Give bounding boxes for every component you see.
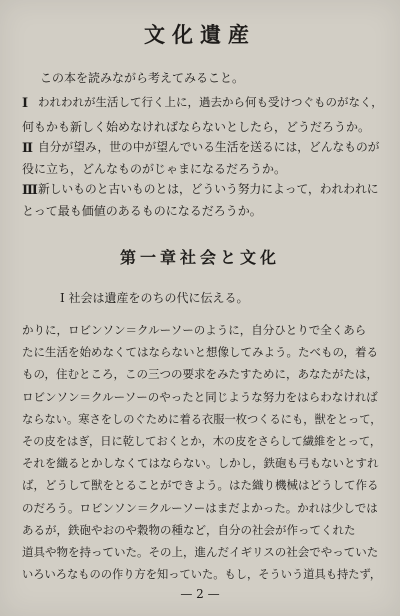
question-3-line-2: とって最も価値のあるものになるだろうか。 xyxy=(22,204,262,218)
page-number: — 2 — xyxy=(180,587,220,601)
intro-text: この本を読みながら考えてみること。 xyxy=(40,71,245,85)
page-title: 文化遺産 xyxy=(144,22,256,47)
body-line: ロビンソン＝クルーソーのやったと同じような努力をはらわなければ xyxy=(22,389,378,404)
section-heading: Ⅰ 社会は遺産をのちの代に伝える。 xyxy=(60,291,249,305)
body-line: ば，どうして獣をとることができよう。はた織り機械はどうして作る xyxy=(22,478,379,493)
body-line: いろいろなものの作り方を知っていた。もし，そういう道具も持たず， xyxy=(22,568,382,582)
question-3-line-1: 新しいものと古いものとは，どういう努力によって，われわれに xyxy=(38,182,379,196)
body-line: ならない。寒さをしのぐために着る衣服一枚つくるにも，獣をとって， xyxy=(22,412,382,426)
question-1-number: Ⅰ xyxy=(22,96,29,111)
question-1-line-2: 何もかも新しく始めなければならないとしたら，どうだろうか。 xyxy=(22,120,371,134)
body-line: もの，住むところ，この三つの要求をみたすために，あなたがたは， xyxy=(22,367,379,382)
question-2-line-2: 役に立ち，どんなものがじゃまになるだろうか。 xyxy=(22,162,287,176)
question-2-number: Ⅱ xyxy=(22,141,33,156)
body-line: それを織るとかしなくてはならない。しかし，鉄砲も弓もないとすれ xyxy=(22,456,379,471)
body-line: 道具や物を持っていた。その上，進んだイギリスの社会でやっていた xyxy=(22,545,379,559)
body-line: のだろう。ロビンソン＝クルーソーはまだよかった。かれは少しでは xyxy=(22,500,378,515)
question-3-number: Ⅲ xyxy=(22,183,38,198)
question-2-line-1: 自分が望み，世の中が望んでいる生活を送るには，どんなものが xyxy=(38,140,380,154)
body-line: かりに，ロビンソン＝クルーソーのように，自分ひとりで全くあら xyxy=(22,323,367,337)
question-1-line-1: われわれが生活して行く上に，過去から何も受けつぐものがなく， xyxy=(38,95,383,109)
body-line: たに生活を始めなくてはならないと想像してみよう。たべもの，着る xyxy=(22,345,379,360)
chapter-heading: 第一章社会と文化 xyxy=(119,248,280,267)
body-line: その皮をはぎ，日に乾しておくとか，木の皮をさらして繊維をとって， xyxy=(22,435,382,448)
body-line: あるが，鉄砲やおのや穀物の種など，自分の社会が作ってくれた xyxy=(22,522,356,537)
